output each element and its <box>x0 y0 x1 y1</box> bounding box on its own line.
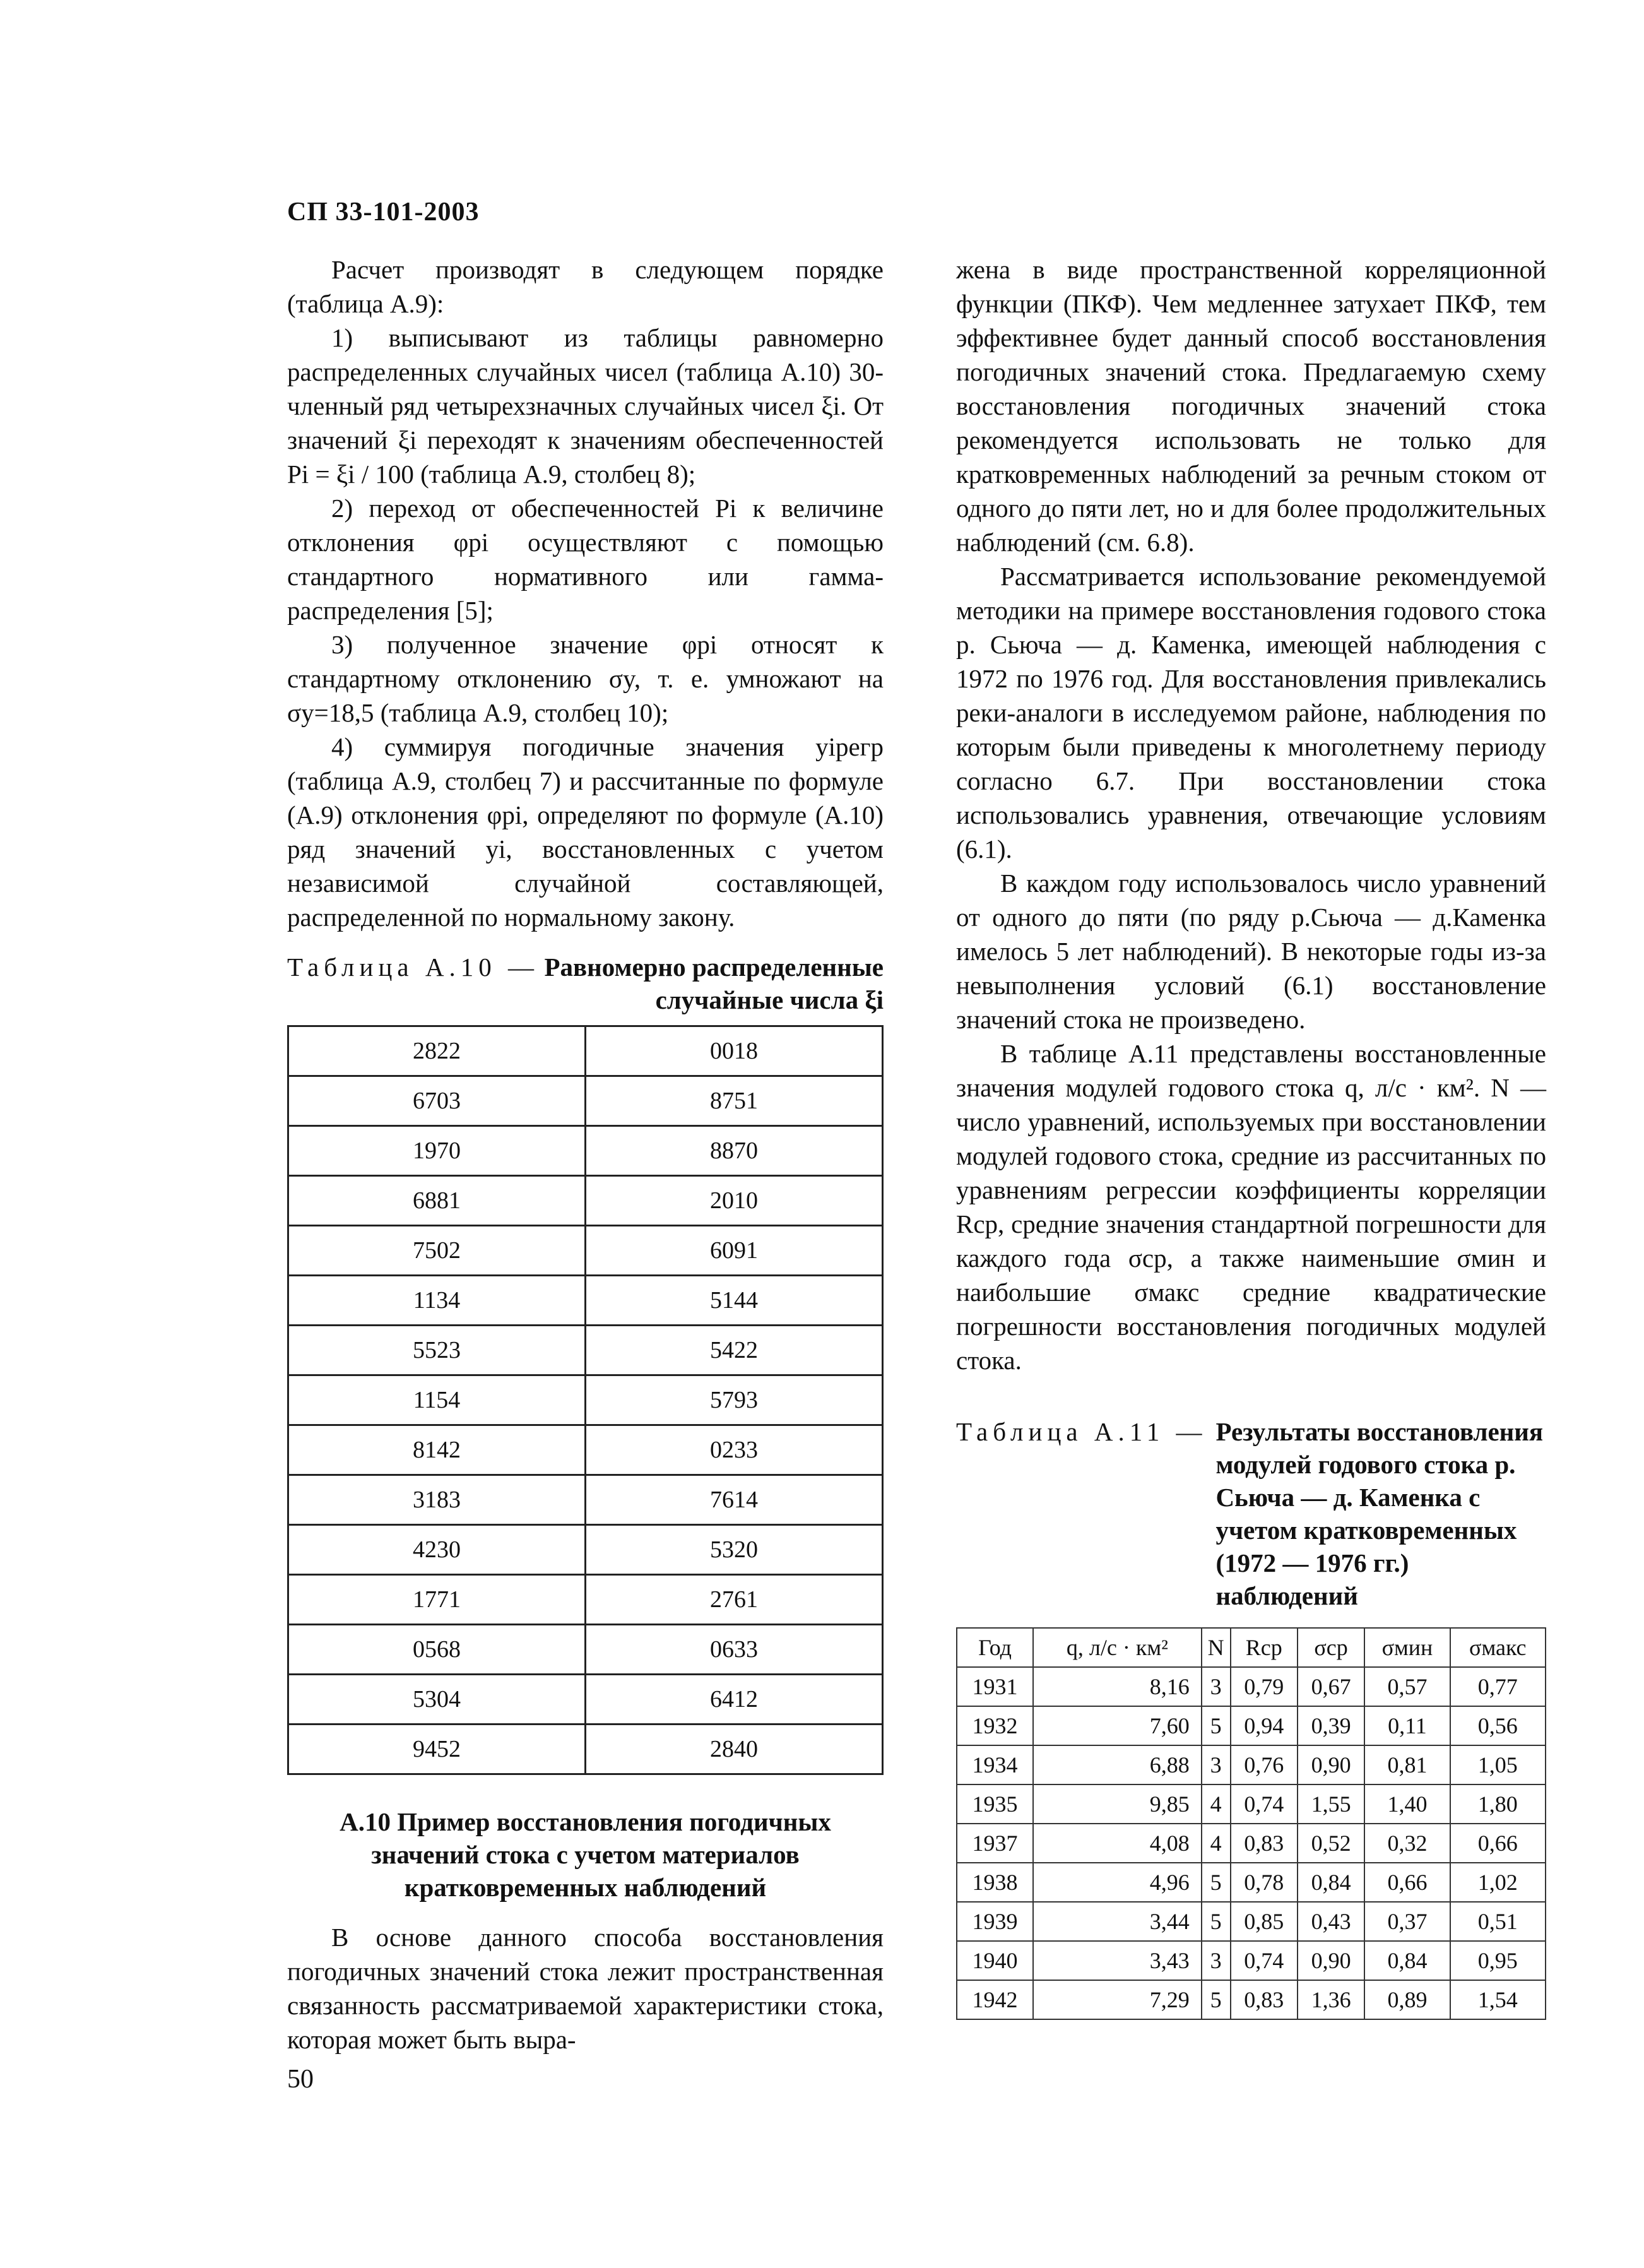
table-cell: 3 <box>1202 1667 1231 1706</box>
paragraph: В основе данного способа восстановления погодичных значений стока лежит пространственная связанность рассматриваемой характеристики стока, которая может быть выра- <box>287 1923 884 2054</box>
table-cell: 4 <box>1202 1824 1231 1863</box>
table-row <box>288 1076 883 1126</box>
table-cell: 2761 <box>586 1575 883 1625</box>
table-cell: 8751 <box>586 1076 883 1126</box>
table-cell: 3,43 <box>1033 1941 1202 1980</box>
table-row <box>288 1375 883 1425</box>
column-header: σср <box>1298 1628 1364 1667</box>
table-row <box>957 1667 1546 1706</box>
table-cell: 6703 <box>288 1076 586 1126</box>
table-cell: 0,66 <box>1364 1863 1450 1902</box>
table-cell: 3183 <box>288 1475 586 1525</box>
table-cell: 8142 <box>288 1425 586 1475</box>
table-cell: 7614 <box>586 1475 883 1525</box>
table-row <box>957 1824 1546 1863</box>
table-row <box>288 1226 883 1276</box>
column-header: σмин <box>1364 1628 1450 1667</box>
table-cell: 0,84 <box>1298 1863 1364 1902</box>
table-cell: 0,74 <box>1231 1784 1298 1824</box>
table-row <box>288 1276 883 1326</box>
table-cell: 7502 <box>288 1226 586 1276</box>
table-cell: 4 <box>1202 1784 1231 1824</box>
table-cell: 0,11 <box>1364 1706 1450 1745</box>
table-cell: 0,77 <box>1450 1667 1546 1706</box>
table-cell: 6412 <box>586 1675 883 1725</box>
paragraph: Рассматривается использование рекомендуемой методики на примере восстановления годового стока р. Сьюча — д. Каменка, имеющей наблюдения с 1972 по 1976 год. Для восстановления привлекались реки-аналоги в исследуемом районе, наблюдения по которым были приведены к многолетнему периоду согласно 6.7. При восстановлении стока использовались уравнения, отвечающие условиям (6.1). <box>956 562 1546 864</box>
table-cell: 9452 <box>288 1725 586 1774</box>
table-cell: 1,36 <box>1298 1980 1364 2019</box>
table-cell: 1,55 <box>1298 1784 1364 1824</box>
paragraph: 2) переход от обеспеченностей Pi к величине отклонения φpi осуществляют с помощью стандартного нормативного или гамма-распределения [5]; <box>287 494 884 625</box>
table-row <box>957 1706 1546 1745</box>
table-cell: 0018 <box>586 1026 883 1076</box>
table-cell: 0568 <box>288 1625 586 1675</box>
table-row <box>288 1625 883 1675</box>
table-row <box>957 1941 1546 1980</box>
table-cell: 6,88 <box>1033 1745 1202 1784</box>
table-cell: 0,83 <box>1231 1980 1298 2019</box>
table-cell: 1934 <box>957 1745 1033 1784</box>
table-cell: 5304 <box>288 1675 586 1725</box>
table-cell: 4,08 <box>1033 1824 1202 1863</box>
table-a11-caption <box>956 1415 1546 1612</box>
table-cell: 1,80 <box>1450 1784 1546 1824</box>
table-cell: 0,78 <box>1231 1863 1298 1902</box>
section-title: А.10 Пример восстановления погодичных значений стока с учетом материалов кратковременных наблюдений <box>340 1807 831 1902</box>
table-cell: 0,52 <box>1298 1824 1364 1863</box>
paragraph: 1) выписывают из таблицы равномерно распределенных случайных чисел (таблица А.10) 30-членный ряд четырехзначных случайных чисел ξi. От значений ξi переходят к значениям обеспеченностей Pi = ξi / 100 (таблица А.9, столбец 8); <box>287 323 884 489</box>
table-cell: 1,40 <box>1364 1784 1450 1824</box>
table-cell: 8870 <box>586 1126 883 1176</box>
paragraph: 4) суммируя погодичные значения yiрегр (таблица А.9, столбец 7) и рассчитанные по формуле (А.9) отклонения φpi, определяют по формуле (А.10) ряд значений yi, восстановленных с учетом независимой случайной составляющей, распределенной по нормальному закону. <box>287 732 884 932</box>
paragraph: 3) полученное значение φpi относят к стандартному отклонению σy, т. е. умножают на σy=18,5 (таблица А.9, столбец 10); <box>287 630 884 727</box>
table-cell: 1932 <box>957 1706 1033 1745</box>
table-cell: 0233 <box>586 1425 883 1475</box>
table-row <box>288 1475 883 1525</box>
table-title: Равномерно распределенные случайные числа ξi <box>544 953 884 1014</box>
column-header: Год <box>957 1628 1033 1667</box>
table-row <box>288 1326 883 1375</box>
table-cell: 0,90 <box>1298 1745 1364 1784</box>
column-header: Rср <box>1231 1628 1298 1667</box>
table-cell: 6091 <box>586 1226 883 1276</box>
page-number: 50 <box>287 2065 314 2094</box>
table-cell: 1970 <box>288 1126 586 1176</box>
left-column <box>287 252 884 2057</box>
table-cell: 5 <box>1202 1980 1231 2019</box>
table-cell: 1134 <box>288 1276 586 1326</box>
table-cell: 1,02 <box>1450 1863 1546 1902</box>
table-cell: 5793 <box>586 1375 883 1425</box>
table-cell: 5 <box>1202 1863 1231 1902</box>
table-cell: 4,96 <box>1033 1863 1202 1902</box>
table-cell: 1937 <box>957 1824 1033 1863</box>
table-cell: 8,16 <box>1033 1667 1202 1706</box>
table-row <box>288 1525 883 1575</box>
table-cell: 5 <box>1202 1902 1231 1941</box>
table-cell: 0,76 <box>1231 1745 1298 1784</box>
table-row <box>288 1575 883 1625</box>
table-row <box>957 1784 1546 1824</box>
table-cell: 2822 <box>288 1026 586 1076</box>
table-row <box>288 1675 883 1725</box>
table-cell: 5320 <box>586 1525 883 1575</box>
table-cell: 2010 <box>586 1176 883 1226</box>
table-cell: 0,74 <box>1231 1941 1298 1980</box>
table-cell: 0,84 <box>1364 1941 1450 1980</box>
table-cell: 0,90 <box>1298 1941 1364 1980</box>
table-cell: 3 <box>1202 1745 1231 1784</box>
table-label: Таблица А.11 — <box>956 1417 1207 1446</box>
paragraph: В таблице А.11 представлены восстановленные значения модулей годового стока q, л/с · км². N — число уравнений, используемых при восстановлении модулей годового стока, средние из рассчитанных по уравнениям регрессии коэффициенты корреляции Rср, средние значения стандартной погрешности для каждого года σср, а также наименьшие σмин и наибольшие σмакс средние квадратические погрешности восстановления погодичных модулей стока. <box>956 1039 1546 1375</box>
right-column <box>956 252 1546 2020</box>
table-a11 <box>956 1627 1546 2020</box>
table-cell: 1940 <box>957 1941 1033 1980</box>
table-label: Таблица А.10 — <box>287 953 539 982</box>
table-cell: 5523 <box>288 1326 586 1375</box>
table-cell: 6881 <box>288 1176 586 1226</box>
table-cell: 5144 <box>586 1276 883 1326</box>
table-cell: 1938 <box>957 1863 1033 1902</box>
table-cell: 1,05 <box>1450 1745 1546 1784</box>
column-header: σмакс <box>1450 1628 1546 1667</box>
paragraph: Расчет производят в следующем порядке (таблица А.9): <box>287 255 884 318</box>
column-header: q, л/с · км² <box>1033 1628 1202 1667</box>
table-cell: 3,44 <box>1033 1902 1202 1941</box>
table-cell: 0,94 <box>1231 1706 1298 1745</box>
table-cell: 1154 <box>288 1375 586 1425</box>
table-row <box>288 1176 883 1226</box>
table-row <box>288 1725 883 1774</box>
table-cell: 1771 <box>288 1575 586 1625</box>
table-cell: 0,95 <box>1450 1941 1546 1980</box>
table-cell: 0,81 <box>1364 1745 1450 1784</box>
table-row <box>288 1425 883 1475</box>
table-cell: 0633 <box>586 1625 883 1675</box>
table-cell: 7,29 <box>1033 1980 1202 2019</box>
table-cell: 1931 <box>957 1667 1033 1706</box>
table-cell: 1942 <box>957 1980 1033 2019</box>
table-cell: 0,57 <box>1364 1667 1450 1706</box>
table-cell: 1,54 <box>1450 1980 1546 2019</box>
table-cell: 5422 <box>586 1326 883 1375</box>
table-a10 <box>287 1025 884 1775</box>
table-cell: 1939 <box>957 1902 1033 1941</box>
table-cell: 5 <box>1202 1706 1231 1745</box>
table-cell: 9,85 <box>1033 1784 1202 1824</box>
table-cell: 0,32 <box>1364 1824 1450 1863</box>
table-row <box>957 1745 1546 1784</box>
table-cell: 3 <box>1202 1941 1231 1980</box>
paragraph: жена в виде пространственной корреляционной функции (ПКФ). Чем медленнее затухает ПКФ, тем эффективнее будет данный способ восстановления погодичных значений стока. Предлагаемую схему восстановления погодичных значений стока рекомендуется использовать не только для кратковременных наблюдений за речным стоком от одного до пяти лет, но и для более продолжительных наблюдений (см. 6.8). <box>956 255 1546 557</box>
table-cell: 2840 <box>586 1725 883 1774</box>
table-cell: 0,43 <box>1298 1902 1364 1941</box>
table-row <box>957 1902 1546 1941</box>
table-cell: 0,85 <box>1231 1902 1298 1941</box>
table-cell: 0,83 <box>1231 1824 1298 1863</box>
table-row <box>288 1026 883 1076</box>
table-cell: 1935 <box>957 1784 1033 1824</box>
table-cell: 0,37 <box>1364 1902 1450 1941</box>
table-row <box>957 1980 1546 2019</box>
table-cell: 0,39 <box>1298 1706 1364 1745</box>
table-a10-caption <box>287 951 884 1016</box>
page-header: СП 33-101-2003 <box>287 198 480 227</box>
table-cell: 0,79 <box>1231 1667 1298 1706</box>
paragraph: В каждом году использовалось число уравнений от одного до пяти (по ряду р.Сьюча — д.Каменка имелось 5 лет наблюдений). В некоторые годы из-за невыполнения условий (6.1) восстановление значений стока не произведено. <box>956 869 1546 1034</box>
table-row <box>957 1863 1546 1902</box>
table-row <box>288 1126 883 1176</box>
column-header: N <box>1202 1628 1231 1667</box>
table-cell: 4230 <box>288 1525 586 1575</box>
table-title: Результаты восстановления модулей годового стока р. Сьюча — д. Каменка с учетом кратковременных (1972 — 1976 гг.) наблюдений <box>1215 1417 1544 1610</box>
table-cell: 7,60 <box>1033 1706 1202 1745</box>
table-cell: 0,51 <box>1450 1902 1546 1941</box>
table-cell: 0,66 <box>1450 1824 1546 1863</box>
table-cell: 0,56 <box>1450 1706 1546 1745</box>
table-cell: 0,67 <box>1298 1667 1364 1706</box>
table-cell: 0,89 <box>1364 1980 1450 2019</box>
